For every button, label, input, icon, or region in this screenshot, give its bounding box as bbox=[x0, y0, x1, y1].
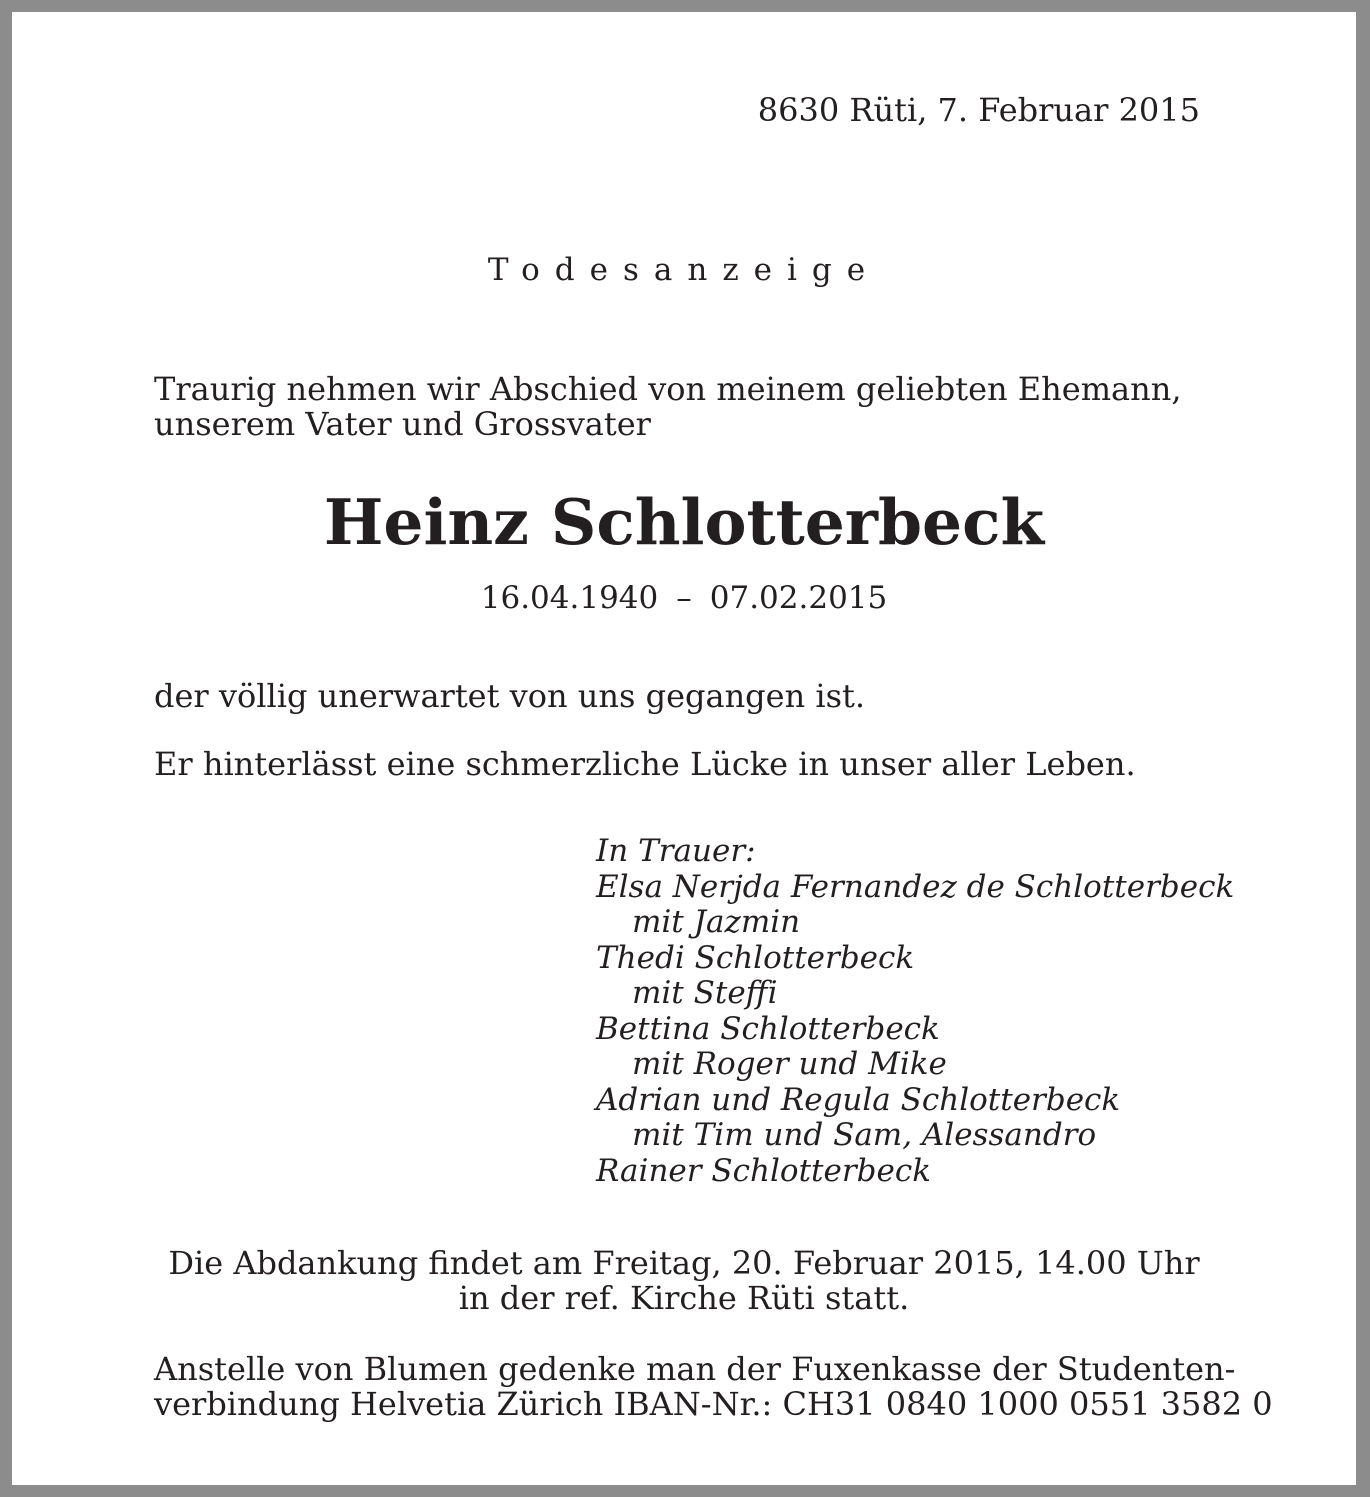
funeral-line: Die Abdankung findet am Freitag, 20. Februar 2015, 14.00 Uhr bbox=[168, 1244, 1200, 1282]
mourner-line: mit Jazmin bbox=[632, 904, 801, 940]
body-line: der völlig unerwartet von uns gegangen ist. bbox=[154, 677, 866, 715]
body-line: Er hinterlässt eine schmerzliche Lücke in unser aller Leben. bbox=[154, 745, 1136, 783]
mourner-line: mit Roger und Mike bbox=[632, 1046, 947, 1082]
obituary-notice bbox=[12, 12, 1356, 1485]
mourner-line: mit Steffi bbox=[632, 975, 778, 1011]
death-date: 07.02.2015 bbox=[709, 580, 888, 616]
notice-title: Todesanzeige bbox=[487, 252, 881, 288]
deceased-name: Heinz Schlotterbeck bbox=[323, 485, 1045, 559]
mourner-line: Adrian und Regula Schlotterbeck bbox=[596, 1081, 1121, 1118]
donation-info bbox=[154, 1352, 1273, 1422]
intro-text bbox=[154, 372, 1182, 442]
mourner-line: Bettina Schlotterbeck bbox=[596, 1010, 940, 1047]
mourner-line: Thedi Schlotterbeck bbox=[596, 939, 915, 976]
birth-date: 16.04.1940 bbox=[480, 580, 659, 616]
place-date: 8630 Rüti, 7. Februar 2015 bbox=[757, 91, 1200, 129]
mourner-line: mit Tim und Sam, Alessandro bbox=[632, 1117, 1097, 1153]
donation-line: verbindung Helvetia Zürich IBAN-Nr.: CH31 0840 1000 0551 3582 0 bbox=[154, 1385, 1273, 1423]
mourner-line: Rainer Schlotterbeck bbox=[596, 1152, 931, 1189]
funeral-info bbox=[12, 1246, 1356, 1316]
intro-line: Traurig nehmen wir Abschied von meinem geliebten Ehemann, bbox=[154, 370, 1182, 408]
date-separator: – bbox=[676, 580, 692, 616]
donation-line: Anstelle von Blumen gedenke man der Fuxenkasse der Studenten- bbox=[154, 1350, 1236, 1388]
mourners-heading: In Trauer: bbox=[596, 833, 756, 869]
funeral-line: in der ref. Kirche Rüti statt. bbox=[458, 1279, 910, 1317]
life-dates bbox=[12, 578, 1356, 618]
mourner-line: Elsa Nerjda Fernandez de Schlotterbeck bbox=[596, 868, 1235, 905]
mourners-list bbox=[596, 834, 1234, 1189]
intro-line: unserem Vater und Grossvater bbox=[154, 405, 651, 443]
